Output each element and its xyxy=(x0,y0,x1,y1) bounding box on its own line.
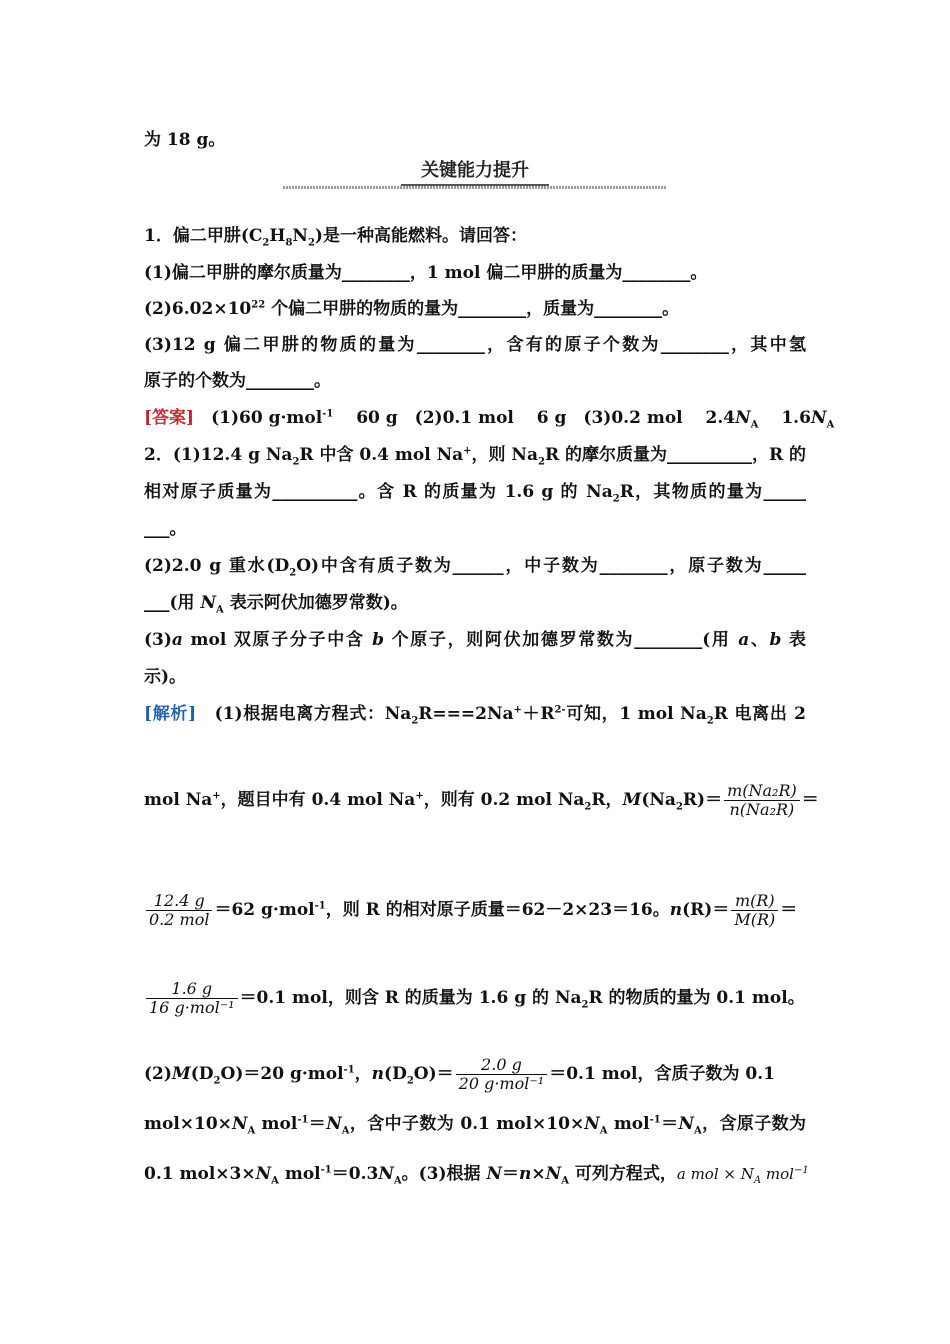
answer-tag: [答案] xyxy=(144,408,195,428)
q2-line3: ___。 xyxy=(144,519,187,539)
explanation-line6: $mol\times 10\times N_A$ $mol^{-1}=N_A$，含中子数为 0.1 $mol\times 10\times N_A$ $mol^{-1}=N_A$，含原子数为 xyxy=(144,1114,807,1137)
fraction-124-over-02 xyxy=(146,892,212,929)
q2-line5: ___(用 $N_A$ 表示阿伏加德罗常数)。 xyxy=(144,593,408,616)
q1-part3-cont: 原子的个数为________。 xyxy=(144,371,331,391)
frac-denominator: 0.2 mol xyxy=(149,910,210,929)
fraction-mr-over-Mr xyxy=(731,892,778,929)
q2-line7: 示)。 xyxy=(144,667,187,687)
q1-part1: (1)偏二甲肼的摩尔质量为________，1 mol 偏二甲肼的质量为________。 xyxy=(144,263,708,283)
q1-stem: 1．偏二甲肼$(C_2H_8N_2)$是一种高能燃料。请回答： xyxy=(144,226,527,249)
section-banner xyxy=(283,158,667,192)
q1-part2: $(2)6.02\times 10^{22}$ 个偏二甲肼的物质的量为________，质量为________。 xyxy=(144,299,680,319)
continued-text: 为 18 g。 xyxy=(144,130,226,150)
fraction-20-over-20 xyxy=(456,1056,548,1093)
q2-line6: (3)a mol 双原子分子中含 b 个原子，则阿伏加德罗常数为________(用 a、b 表 xyxy=(144,630,807,650)
explanation-line1: [解析] (1)根据电离方程式：$Na_2R===2Na^++R^{2-}$可知，1 mol $Na_2R$ 电离出 2 xyxy=(144,704,806,727)
frac-numerator: 1.6 g xyxy=(146,980,238,999)
frac-denominator: 20 g·mol⁻¹ xyxy=(458,1074,545,1093)
q2-line1: 2．(1)12.4 g $Na_2R$ 中含 0.4 mol Na+，则 $Na_2R$ 的摩尔质量为__________，R 的 xyxy=(144,445,807,468)
q2-line4: (2)2.0 g 重水$(D_2O)$中含有质子数为______，中子数为________，原子数为_____ xyxy=(144,556,806,579)
explanation-line3: $\frac{12.4 g}{\text{0.2 mol}}$ ＝62 g·mol$^{-1}$，则 R 的相对原子质量＝62－2×23＝16。n(R)＝ $\frac{m(R)}{M(R)}$ ＝ xyxy=(144,880,806,940)
frac-numerator: 2.0 g xyxy=(456,1056,548,1075)
frac-denominator: 16 g·mol⁻¹ xyxy=(149,998,235,1017)
section-title: 关键能力提升 xyxy=(421,160,529,181)
fraction-16-over-16 xyxy=(146,980,238,1017)
explanation-tag: [解析] xyxy=(144,704,197,724)
explanation-line2: mol Na+，题目中有 0.4 mol Na+，则有 0.2 mol $Na_2R$，$M(Na_2R)=$ $\frac{\text{m(Na₂R)}}{\text{n(Na₂R)}}$ ＝ xyxy=(144,781,819,819)
explanation-line4: $\frac{1.6 g}{\text{16 g·mol⁻¹}}$ ＝0.1 mol，则含 R 的质量为 1.6 g 的 $Na_2R$ 的物质的量为 0.1 mol。 xyxy=(144,968,806,1028)
answer-line: [答案] (1)60 g·mol$^{-1}$ 60 g (2)0.1 mol 6 g (3)0.2 mol $2.4N_A$ $1.6N_A$ xyxy=(144,408,835,431)
q1-part3: (3)12 g 偏二甲肼的物质的量为________，含有的原子个数为________，其中氢 xyxy=(144,335,806,355)
explanation-line5: $(2)M(D_2O)=20$ g·mol$^{-1}$，$n(D_2O)=$ $\frac{2.0 g}{\text{20 g·mol⁻¹}}$ ＝0.1 mol，含质子数为 0.1 xyxy=(144,1055,775,1093)
frac-numerator: 12.4 g xyxy=(146,892,212,911)
q2-line2: 相对原子质量为__________。含 R 的质量为 1.6 g 的 $Na_2R$，其物质的量为_____ xyxy=(144,482,807,505)
fraction-m-over-n xyxy=(724,782,800,819)
frac-numerator: m(R) xyxy=(731,892,778,911)
frac-denominator: M(R) xyxy=(734,910,776,929)
section-divider xyxy=(283,186,667,189)
frac-denominator: n(Na₂R) xyxy=(729,800,795,819)
frac-numerator: m(Na₂R) xyxy=(724,782,800,801)
explanation-line7: 0.1 $mol\times 3\times N_A$ $mol^{-1}=0.3N_A$。(3)根据 $N=n\times N_A$ 可列方程式，a mol × $N_A$ mol$^{-1}$ xyxy=(144,1164,809,1187)
